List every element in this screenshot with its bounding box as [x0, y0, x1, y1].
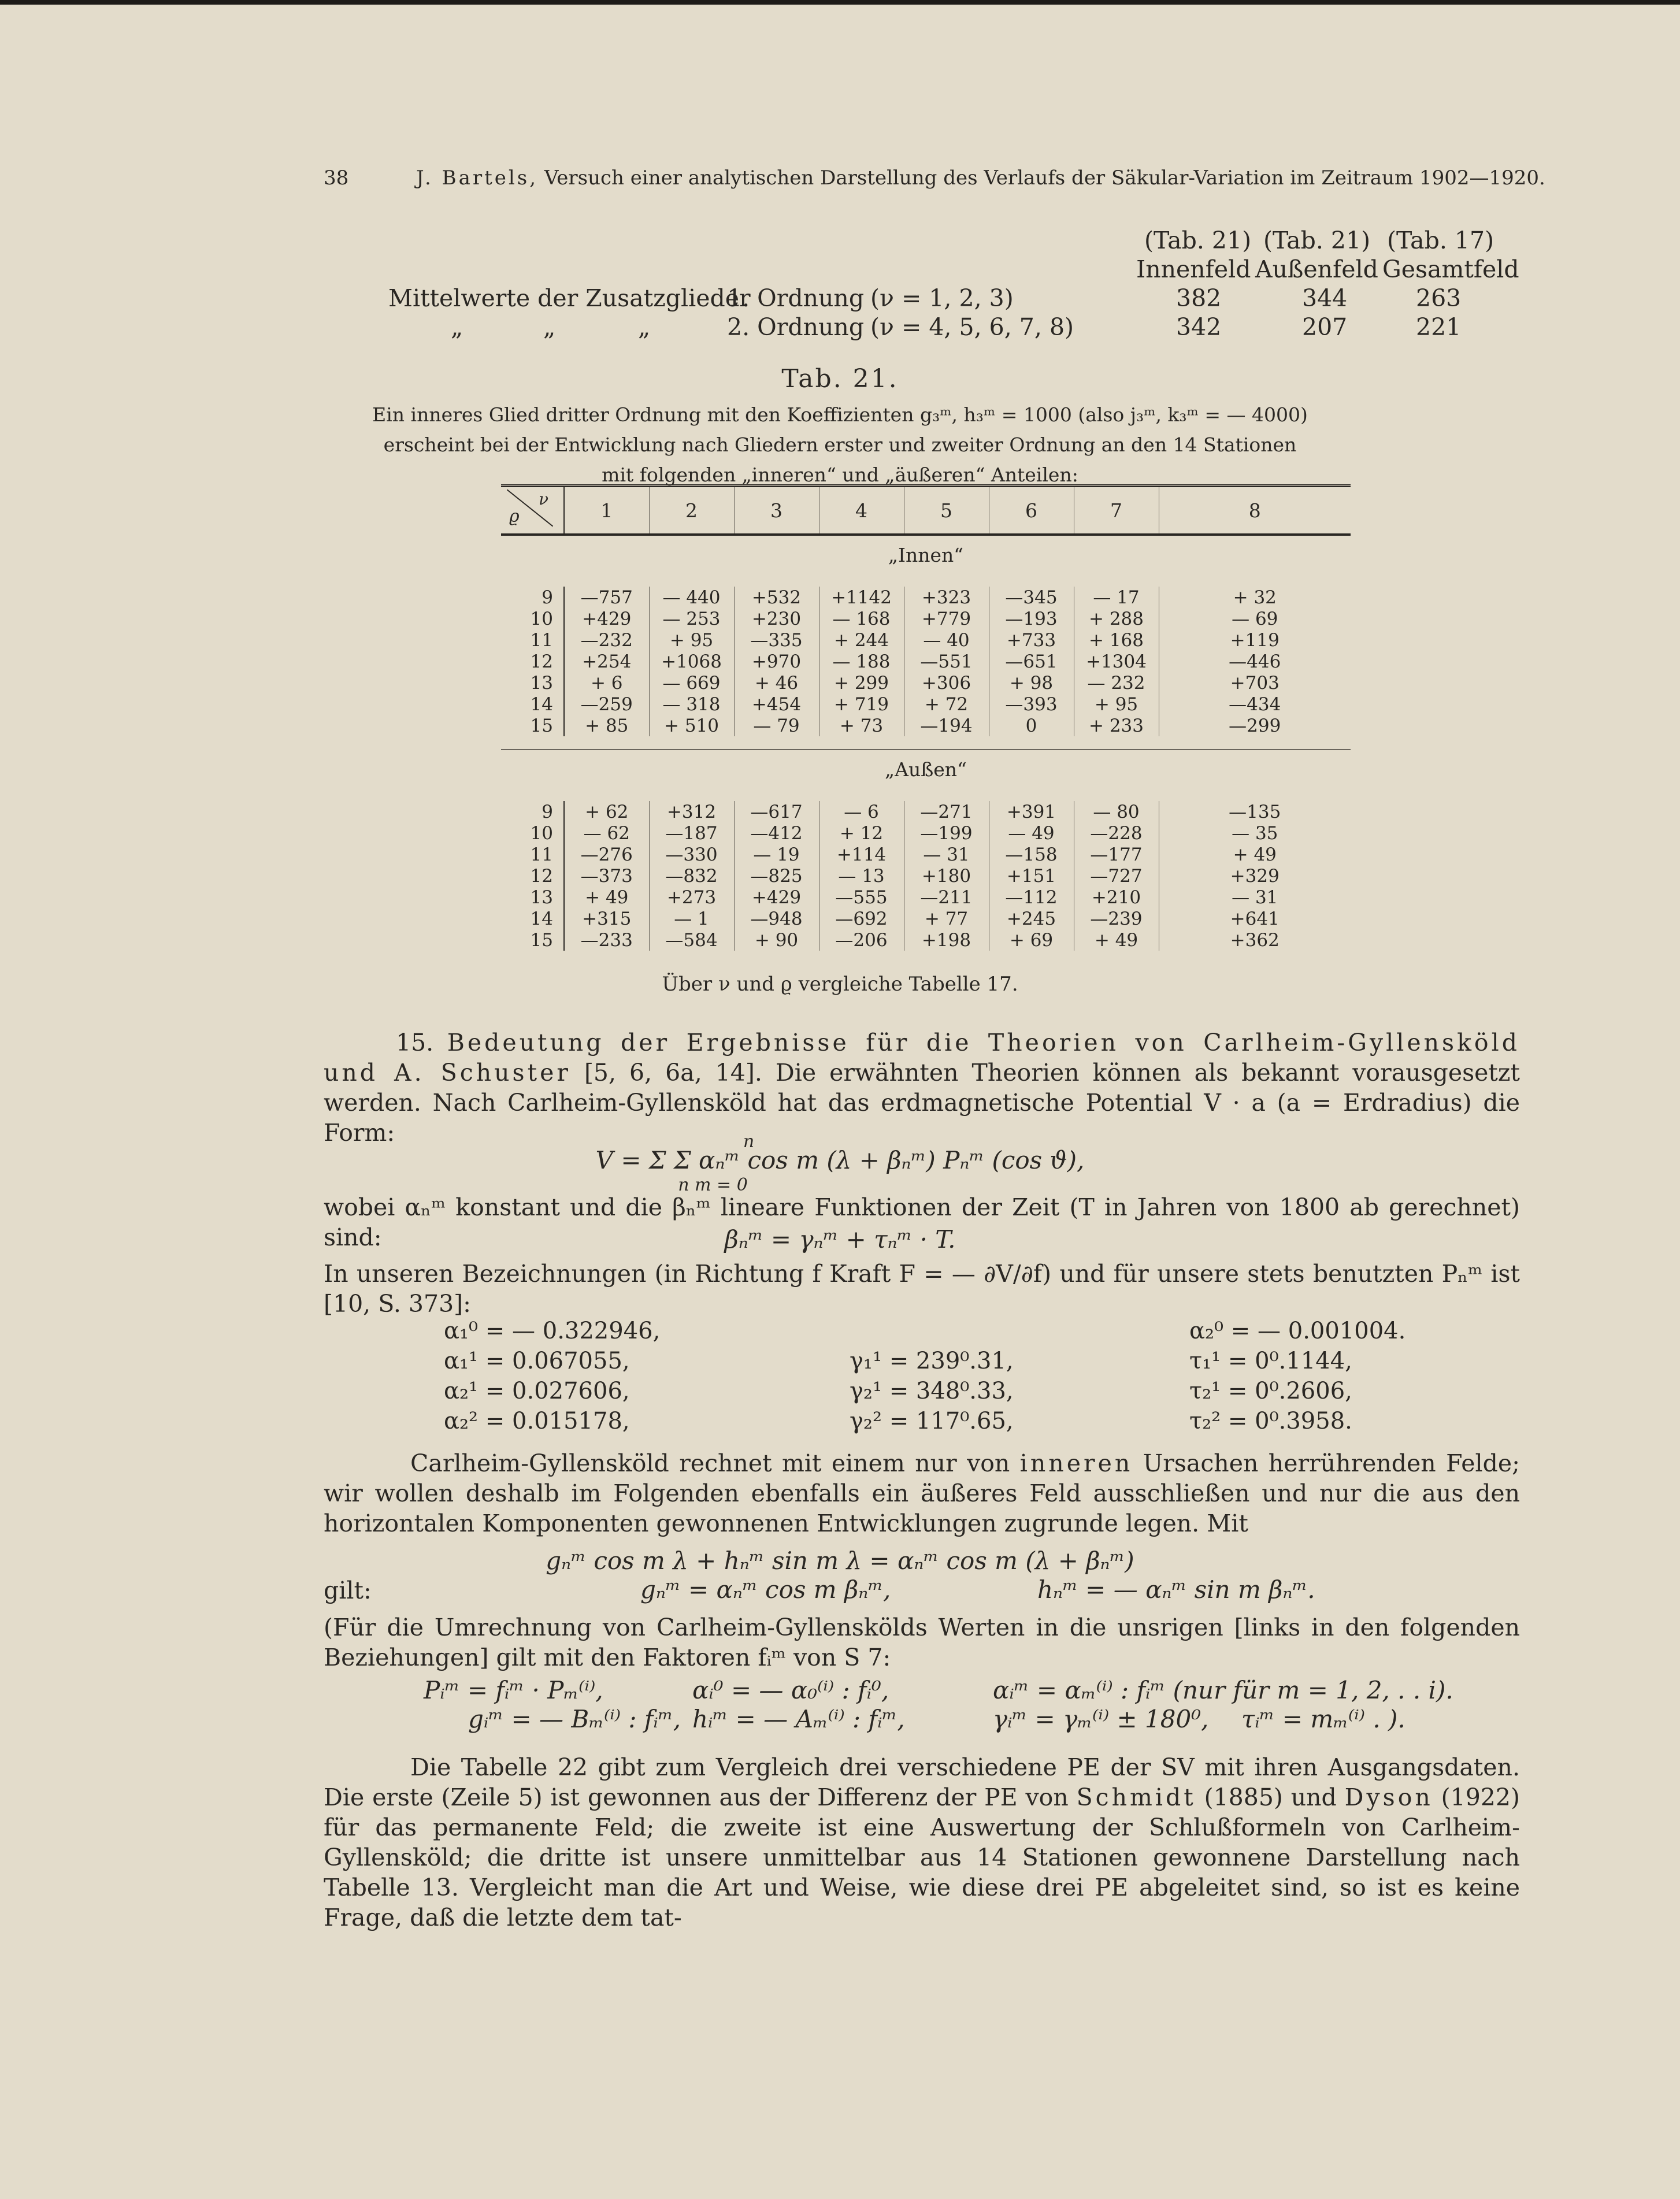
- value-cell: —228: [1074, 822, 1159, 844]
- rho-cell: 15: [501, 715, 564, 736]
- value-cell: + 12: [819, 822, 904, 844]
- para-carlheim: [324, 1448, 1520, 1538]
- value-cell: —177: [1074, 844, 1159, 865]
- value-cell: +323: [904, 587, 989, 608]
- value-cell: — 253: [649, 608, 734, 629]
- eq1-lower-limits: n m = 0: [678, 1175, 748, 1195]
- rho-cell: 11: [501, 844, 564, 865]
- rho-cell: 10: [501, 822, 564, 844]
- value-cell: —757: [564, 587, 649, 608]
- header-title: Versuch einer analytischen Darstellung des Verlaufs der Säkular-Variation im Zeitraum 1902—1920.: [544, 166, 1545, 190]
- constants-block: [0, 1318, 1680, 1439]
- value-cell: — 31: [1232, 887, 1278, 908]
- value-cell: —206: [819, 929, 904, 951]
- value-cell: — 188: [819, 651, 904, 672]
- value-cell: —948: [734, 908, 819, 929]
- nu-symbol: ν: [538, 490, 548, 509]
- value-cell: —692: [819, 908, 904, 929]
- section15-paragraph: [324, 1028, 1520, 1148]
- spacer-cell: [501, 788, 1351, 801]
- value-cell: — 318: [649, 694, 734, 715]
- value-cell: +245: [989, 908, 1074, 929]
- value-cell: + 77: [904, 908, 989, 929]
- value-cell: — 80: [1074, 801, 1159, 822]
- eq2-beta: βₙᵐ = γₙᵐ + τₙᵐ · T.: [724, 1225, 956, 1254]
- p3-bezeichnungen: In unseren Bezeichnungen (in Richtung f Kraft F = — ∂V/∂f) und für unsere stets benutzten Pₙᵐ ist [10, S. 373]:: [324, 1260, 1520, 1318]
- section-label-row: [501, 750, 1351, 788]
- const-alpha10: α₁⁰ = — 0.322946,: [444, 1318, 661, 1344]
- value-cell: — 49: [989, 822, 1074, 844]
- section-p1: Die erwähnten Theorien können als bekannt vorausgesetzt werden. Nach Carlheim-Gyllensköld hat das erdmagnetische Potential V · a (a = Erdradius) die Form:: [324, 1059, 1520, 1147]
- value-cell: —446: [1229, 651, 1281, 672]
- mw-row1-nu: (ν = 1, 2, 3): [870, 284, 1014, 312]
- const-tau11: τ₁¹ = 0⁰.1144,: [1189, 1348, 1352, 1374]
- table-row: [501, 587, 1351, 608]
- header-author: J. Bartels,: [416, 166, 539, 190]
- value-cell: + 6: [564, 672, 649, 694]
- tab22-dyson: Dyson: [1344, 1783, 1433, 1811]
- eq-mit: gₙᵐ cos m λ + hₙᵐ sin m λ = αₙᵐ cos m (λ + βₙᵐ): [546, 1547, 1134, 1575]
- value-cell: — 17: [1074, 587, 1159, 608]
- value-cell: + 85: [564, 715, 649, 736]
- mw-row2-innen: 342: [1176, 313, 1222, 341]
- value-cell: — 40: [904, 629, 989, 651]
- nu-header: 8: [1159, 486, 1351, 535]
- value-cell: +362: [1230, 929, 1280, 951]
- mw-col2-name: Außenfeld: [1255, 255, 1378, 283]
- table-row: [501, 608, 1351, 629]
- spacer-row: [501, 736, 1351, 750]
- value-cell: + 95: [649, 629, 734, 651]
- value-cell: +230: [734, 608, 819, 629]
- value-cell: — 168: [819, 608, 904, 629]
- conv-tau: τᵢᵐ = mₘ⁽ⁱ⁾ . ).: [1241, 1705, 1405, 1733]
- section-refs: [5, 6, 6a, 14].: [584, 1059, 762, 1086]
- value-cell: —373: [564, 865, 649, 887]
- nu-header: 1: [564, 486, 649, 535]
- spacer-row: [501, 951, 1351, 963]
- tab21-corner: [501, 486, 564, 535]
- value-cell: + 95: [1074, 694, 1159, 715]
- value-cell: — 669: [649, 672, 734, 694]
- mw-col3-tab: (Tab. 17): [1387, 227, 1494, 254]
- value-cell: + 72: [904, 694, 989, 715]
- value-cell: — 13: [819, 865, 904, 887]
- value-cell: —330: [649, 844, 734, 865]
- const-alpha20: α₂⁰ = — 0.001004.: [1189, 1318, 1406, 1344]
- value-cell: —551: [904, 651, 989, 672]
- tab22-text-2: (1885) und: [1204, 1783, 1337, 1811]
- mw-col3-name: Gesamtfeld: [1382, 255, 1519, 283]
- p2-wobei: wobei αₙᵐ konstant und die βₙᵐ lineare Funktionen der Zeit (T in Jahren von 1800 ab gerechnet) sind:: [324, 1193, 1520, 1251]
- value-cell: —276: [564, 844, 649, 865]
- value-cell: —259: [564, 694, 649, 715]
- value-cell: +454: [734, 694, 819, 715]
- spacer-cell: [501, 736, 1351, 750]
- table-row: [501, 651, 1351, 672]
- rho-cell: 11: [501, 629, 564, 651]
- conv-P: Pᵢᵐ = fᵢᵐ · Pₘ⁽ⁱ⁾,: [424, 1676, 603, 1704]
- value-cell: +273: [649, 887, 734, 908]
- value-cell: +151: [989, 865, 1074, 887]
- page-number: 38: [324, 166, 349, 190]
- value-cell: + 244: [819, 629, 904, 651]
- const-alpha22: α₂² = 0.015178,: [444, 1408, 630, 1434]
- value-cell: +970: [734, 651, 819, 672]
- nu-header: 7: [1074, 486, 1159, 535]
- value-cell: —345: [989, 587, 1074, 608]
- mw-col1-name: Innenfeld: [1136, 255, 1251, 283]
- value-cell: — 6: [819, 801, 904, 822]
- const-gamma22: γ₂² = 117⁰.65,: [850, 1408, 1014, 1434]
- rho-cell: 15: [501, 929, 564, 951]
- value-cell: + 46: [734, 672, 819, 694]
- table-row: [501, 887, 1351, 908]
- table-row: [501, 629, 1351, 651]
- value-cell: —825: [734, 865, 819, 887]
- mw-row1-gesamt: 263: [1416, 284, 1462, 312]
- spacer-row: [501, 788, 1351, 801]
- value-cell: +532: [734, 587, 819, 608]
- value-cell: — 31: [904, 844, 989, 865]
- value-cell: + 49: [1233, 844, 1277, 865]
- nu-header: 6: [989, 486, 1074, 535]
- table-row: [501, 672, 1351, 694]
- value-cell: + 288: [1074, 608, 1159, 629]
- mw-row1-order: 1. Ordnung: [727, 284, 865, 312]
- value-cell: + 62: [564, 801, 649, 822]
- value-cell: + 69: [989, 929, 1074, 951]
- value-cell: —199: [904, 822, 989, 844]
- tab22-text-1: Die Tabelle 22 gibt zum Vergleich drei verschiedene PE der SV mit ihren Ausgangsdaten. Die erste (Zeile 5) ist gewonnen aus der Differenz der PE von: [324, 1753, 1520, 1811]
- spacer-cell: [501, 951, 1351, 963]
- tab22-text-3: (1922) für das permanente Feld; die zweite ist eine Auswertung der Schlußformeln von Carlheim-Gyllensköld; die dritte ist unsere unmittelbar aus 14 Stationen gewonnene Darstellung nach Tabelle 13. Vergleicht man die Art und Weise, wie diese drei PE abgeleitet sind, so ist es keine Frage, daß die letzte dem tat-: [324, 1783, 1520, 1931]
- mw-row2-aussen: 207: [1302, 313, 1348, 341]
- rho-symbol: ϱ: [509, 506, 520, 526]
- value-cell: —135: [1229, 801, 1281, 822]
- mittelwerte-block: [0, 227, 1680, 348]
- value-cell: +315: [564, 908, 649, 929]
- mw-ditto-2: „: [543, 313, 556, 341]
- gilt-label: gilt:: [324, 1577, 372, 1604]
- page-top-edge: [0, 0, 1680, 5]
- rho-cell: 13: [501, 672, 564, 694]
- rho-cell: 10: [501, 608, 564, 629]
- value-cell: —412: [734, 822, 819, 844]
- table-row: [501, 715, 1351, 736]
- conv-gamma: γᵢᵐ = γₘ⁽ⁱ⁾ ± 180⁰,: [993, 1705, 1209, 1733]
- value-cell: 0: [989, 715, 1074, 736]
- value-cell: — 69: [1232, 608, 1278, 629]
- value-cell: —193: [989, 608, 1074, 629]
- value-cell: —187: [649, 822, 734, 844]
- const-alpha21: α₂¹ = 0.027606,: [444, 1378, 630, 1404]
- value-cell: — 19: [734, 844, 819, 865]
- value-cell: + 98: [989, 672, 1074, 694]
- value-cell: — 1: [649, 908, 734, 929]
- value-cell: — 35: [1232, 822, 1278, 844]
- spacer-cell: [501, 574, 1351, 587]
- value-cell: —194: [904, 715, 989, 736]
- value-cell: —832: [649, 865, 734, 887]
- table-row: [501, 929, 1351, 951]
- value-cell: + 49: [1074, 929, 1159, 951]
- value-cell: + 168: [1074, 629, 1159, 651]
- nu-header: 4: [819, 486, 904, 535]
- carlheim-text-2: Ursachen herrührenden Felde; wir wollen deshalb im Folgenden ebenfalls ein äußeres Feld ausschließen und nur die aus den horizontalen Komponenten gewonnenen Entwicklungen zugrunde legen. Mit: [324, 1449, 1520, 1537]
- tab21-caption-line1: Ein inneres Glied dritter Ordnung mit den Koeffizienten g₃ᵐ, h₃ᵐ = 1000 (also j₃ᵐ, k₃ᵐ = — 4000): [372, 403, 1308, 426]
- tab21-caption-line3: mit folgenden „inneren“ und „äußeren“ Anteilen:: [602, 463, 1078, 486]
- rho-cell: 14: [501, 694, 564, 715]
- mw-col2-tab: (Tab. 21): [1263, 227, 1371, 254]
- mw-row1-innen: 382: [1176, 284, 1222, 312]
- value-cell: —232: [564, 629, 649, 651]
- tab21-caption: [0, 400, 1680, 490]
- const-alpha11: α₁¹ = 0.067055,: [444, 1348, 630, 1374]
- table-row: [501, 822, 1351, 844]
- value-cell: +1068: [649, 651, 734, 672]
- rho-cell: 9: [501, 587, 564, 608]
- value-cell: + 32: [1233, 587, 1277, 608]
- table-row: [501, 865, 1351, 887]
- value-cell: +180: [904, 865, 989, 887]
- value-cell: —651: [989, 651, 1074, 672]
- value-cell: — 62: [564, 822, 649, 844]
- value-cell: — 232: [1074, 672, 1159, 694]
- tab21-table: [501, 484, 1351, 963]
- mw-col1-tab: (Tab. 21): [1144, 227, 1252, 254]
- tab22-schmidt: Schmidt: [1076, 1783, 1196, 1811]
- conv-h: hᵢᵐ = — Aₘ⁽ⁱ⁾ : fᵢᵐ,: [692, 1705, 905, 1733]
- nu-header: 3: [734, 486, 819, 535]
- value-cell: —727: [1074, 865, 1159, 887]
- tab21-diagonal: [507, 490, 553, 526]
- value-cell: —211: [904, 887, 989, 908]
- para-umrechnung: (Für die Umrechnung von Carlheim-Gyllenskölds Werten in die unsrigen [links in den folgenden Beziehungen] gilt mit den Faktoren fᵢᵐ von S 7:: [324, 1614, 1520, 1671]
- value-cell: +119: [1230, 629, 1280, 651]
- value-cell: + 233: [1074, 715, 1159, 736]
- const-gamma21: γ₂¹ = 348⁰.33,: [850, 1378, 1014, 1404]
- value-cell: —271: [904, 801, 989, 822]
- mw-row2-gesamt: 221: [1416, 313, 1462, 341]
- eq1-potential: V = Σ Σ αₙᵐ cos m (λ + βₙᵐ) Pₙᵐ (cos ϑ),: [595, 1146, 1085, 1174]
- eq1-upper-limit: n: [743, 1132, 755, 1152]
- table-row: [501, 844, 1351, 865]
- value-cell: +733: [989, 629, 1074, 651]
- value-cell: —112: [989, 887, 1074, 908]
- rho-cell: 14: [501, 908, 564, 929]
- value-cell: + 299: [819, 672, 904, 694]
- rho-cell: 9: [501, 801, 564, 822]
- tab21-caption-line2: erscheint bei der Entwicklung nach Gliedern erster und zweiter Ordnung an den 14 Stationen: [383, 433, 1297, 456]
- value-cell: +429: [564, 608, 649, 629]
- value-cell: —299: [1229, 715, 1281, 736]
- value-cell: +114: [819, 844, 904, 865]
- value-cell: —434: [1229, 694, 1281, 715]
- nu-header: 2: [649, 486, 734, 535]
- mw-row2-order: 2. Ordnung: [727, 313, 865, 341]
- carlheim-inneren: inneren: [1019, 1449, 1133, 1477]
- value-cell: +641: [1230, 908, 1280, 929]
- spacer-row: [501, 574, 1351, 587]
- value-cell: + 719: [819, 694, 904, 715]
- value-cell: —158: [989, 844, 1074, 865]
- section-label: „Außen“: [501, 750, 1351, 788]
- value-cell: +779: [904, 608, 989, 629]
- value-cell: —555: [819, 887, 904, 908]
- rho-cell: 12: [501, 651, 564, 672]
- value-cell: —617: [734, 801, 819, 822]
- tab21-header-row: [501, 486, 1351, 535]
- value-cell: +210: [1074, 887, 1159, 908]
- rho-cell: 12: [501, 865, 564, 887]
- value-cell: +703: [1230, 672, 1280, 694]
- conv-alpha-m: αᵢᵐ = αₘ⁽ⁱ⁾ : fᵢᵐ (nur für m = 1, 2, . . i).: [993, 1676, 1453, 1704]
- value-cell: +306: [904, 672, 989, 694]
- section-number: 15.: [396, 1029, 434, 1056]
- value-cell: +254: [564, 651, 649, 672]
- eq-gilt-g: gₙᵐ = αₙᵐ cos m βₙᵐ,: [640, 1575, 891, 1604]
- section-heading: Bedeutung der Ergebnisse für die Theorien von Carlheim-Gyllensköld und A. Schuster: [324, 1029, 1520, 1086]
- carlheim-text-1: Carlheim-Gyllensköld rechnet mit einem nur von: [410, 1449, 1010, 1477]
- section-label-row: [501, 535, 1351, 574]
- const-tau22: τ₂² = 0⁰.3958.: [1189, 1408, 1352, 1434]
- value-cell: + 73: [819, 715, 904, 736]
- const-gamma11: γ₁¹ = 239⁰.31,: [850, 1348, 1014, 1374]
- table-row: [501, 908, 1351, 929]
- value-cell: +329: [1230, 865, 1280, 887]
- value-cell: —335: [734, 629, 819, 651]
- const-tau21: τ₂¹ = 0⁰.2606,: [1189, 1378, 1352, 1404]
- value-cell: —393: [989, 694, 1074, 715]
- rho-cell: 13: [501, 887, 564, 908]
- value-cell: +312: [649, 801, 734, 822]
- value-cell: + 510: [649, 715, 734, 736]
- table-row: [501, 694, 1351, 715]
- conv-g: gᵢᵐ = — Bₘ⁽ⁱ⁾ : fᵢᵐ,: [468, 1705, 681, 1733]
- value-cell: + 90: [734, 929, 819, 951]
- value-cell: —239: [1074, 908, 1159, 929]
- tab21-footnote: Über ν und ϱ vergleiche Tabelle 17.: [662, 973, 1018, 996]
- mw-row1-aussen: 344: [1302, 284, 1348, 312]
- value-cell: +198: [904, 929, 989, 951]
- value-cell: +429: [734, 887, 819, 908]
- mw-ditto-1: „: [451, 313, 463, 341]
- tab21-title: Tab. 21.: [781, 364, 899, 394]
- mw-row2-nu: (ν = 4, 5, 6, 7, 8): [870, 313, 1074, 341]
- value-cell: —233: [564, 929, 649, 951]
- value-cell: +1142: [819, 587, 904, 608]
- nu-header: 5: [904, 486, 989, 535]
- header-title-line: [416, 166, 1545, 190]
- value-cell: +391: [989, 801, 1074, 822]
- value-cell: — 440: [649, 587, 734, 608]
- mw-ditto-3: „: [638, 313, 651, 341]
- conv-alpha0: αᵢ⁰ = — α₀⁽ⁱ⁾ : fᵢ⁰,: [692, 1676, 889, 1704]
- value-cell: + 49: [564, 887, 649, 908]
- section-label: „Innen“: [888, 543, 964, 566]
- mw-row-label: Mittelwerte der Zusatzglieder: [388, 284, 751, 312]
- table-row: [501, 801, 1351, 822]
- value-cell: +1304: [1074, 651, 1159, 672]
- value-cell: —584: [649, 929, 734, 951]
- value-cell: — 79: [734, 715, 819, 736]
- eq-gilt-h: hₙᵐ = — αₙᵐ sin m βₙᵐ.: [1037, 1575, 1315, 1604]
- para-tab22: [324, 1752, 1520, 1933]
